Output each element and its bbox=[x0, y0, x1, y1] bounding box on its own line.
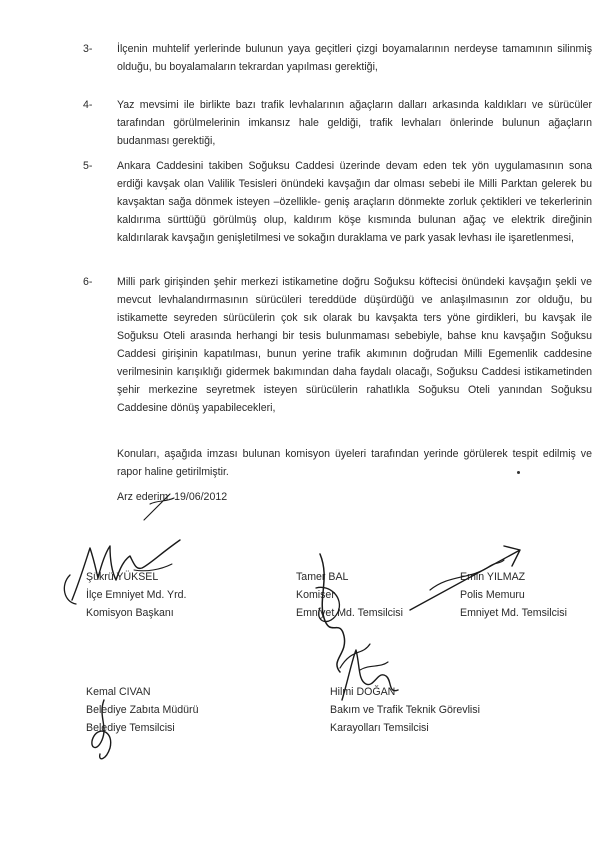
item-number: 3- bbox=[83, 43, 93, 55]
signatory-1-title: İlçe Emniyet Md. Yrd. bbox=[86, 589, 187, 601]
signature-5 bbox=[332, 640, 412, 710]
signatory-3-title: Polis Memuru bbox=[460, 589, 525, 601]
stray-dot bbox=[517, 471, 520, 474]
item-text: İlçenin muhtelif yerlerinde bulunun yaya geçitleri çizgi boyamalarının nerdeyse tamamının silinmiş olduğu, bu boyalamaların tekrardan yapılması gerektiği, bbox=[117, 43, 592, 73]
item-number: 5- bbox=[83, 160, 93, 172]
signatory-1-role: Komisyon Başkanı bbox=[86, 607, 174, 619]
signatory-5-name: Hilmi DOĞAN bbox=[330, 686, 396, 698]
signatory-4-title: Belediye Zabıta Müdürü bbox=[86, 704, 199, 716]
signatory-2-name: Tamer BAL bbox=[296, 571, 349, 583]
signature-1 bbox=[50, 530, 200, 610]
signature-4 bbox=[84, 696, 134, 766]
signatory-3-name: Emin YILMAZ bbox=[460, 571, 526, 583]
signatory-4-role: Belediye Temsilcisi bbox=[86, 722, 175, 734]
signatory-4-name: Kemal CIVAN bbox=[86, 686, 151, 698]
item-number: 4- bbox=[83, 99, 93, 111]
arz-date: Arz ederim. 19/06/2012 bbox=[117, 491, 228, 503]
closing-paragraph: Konuları, aşağıda imzası bulunan komisyon üyeleri tarafından yerinde görülerek tespit edilmiş ve rapor haline getirilmiştir. bbox=[117, 448, 592, 478]
item-number: 6- bbox=[83, 276, 93, 288]
signatory-5-role: Karayolları Temsilcisi bbox=[330, 722, 429, 734]
item-text: Milli park girişinden şehir merkezi istikametine doğru Soğuksu köftecisi önündeki kavşağın şekli ve mevcut levhalandırmasının sürücüleri tereddüde düşürdüğü ve anlaşılmasının zor olduğu, bu istikamette seyreden sürücülerin çok sık olarak bu kavşakta ters yöne girdikleri, bu kavşak ile Soğuksu Oteli arasında herhangi bir tesis bulunmaması sebebiyle, bahse knu kavşağın Soğuksu Caddesi girişinin kapatılması, bunun yerine trafik akımının doğrudan Milli Egemenlik caddesine verilmesinin karışıklığı gidermek bakımından daha faydalı olacağı, Soğuksu Caddesi istikametinden şehir merkezine seyretmek isteyen sürücülerin rahatlıkla Soğuksu Oteli yanından Soğuksu Caddesine dönüş yapabilecekleri, bbox=[117, 276, 592, 414]
signature-arz bbox=[140, 490, 180, 524]
signatory-5-title: Bakım ve Trafik Teknik Görevlisi bbox=[330, 704, 480, 716]
signatory-1-name: Şükrü YÜKSEL bbox=[86, 571, 159, 583]
item-text: Ankara Caddesini takiben Soğuksu Caddesi üzerinde devam eden tek yön uygulamasının sona erdiği kavşak olan Valilik Tesisleri önündeki kavşağın dar olması sebebi ile Milli Parktan gelerek bu kavşaktan sağa dönmek isteyen –özellikle- geniş araçların dönmekte zorluk çektikleri ve tekerlerinin kaldırıma sürttüğü görülmüş olup, kaldırım köşe kısmında bulunan ağaç ve elektrik direğinin kaldırılarak kavşağın genişletilmesi ve sokağın duraklama ve park yasak levhası ile işaretlenmesi, bbox=[117, 160, 592, 244]
signature-3 bbox=[400, 540, 540, 620]
signatory-2-title: Komiser bbox=[296, 589, 335, 601]
item-text: Yaz mevsimi ile birlikte bazı trafik levhalarının ağaçların dalları arkasında kaldıkları ve sürücüler tarafından görülmelerinin imkansız hale geldiği, trafik levhaları önlerinde bulunun ağaçların budanması gerektiği, bbox=[117, 99, 592, 147]
signatory-3-role: Emniyet Md. Temsilcisi bbox=[460, 607, 567, 619]
signatory-2-role: Emniyet Md. Temsilcisi bbox=[296, 607, 403, 619]
